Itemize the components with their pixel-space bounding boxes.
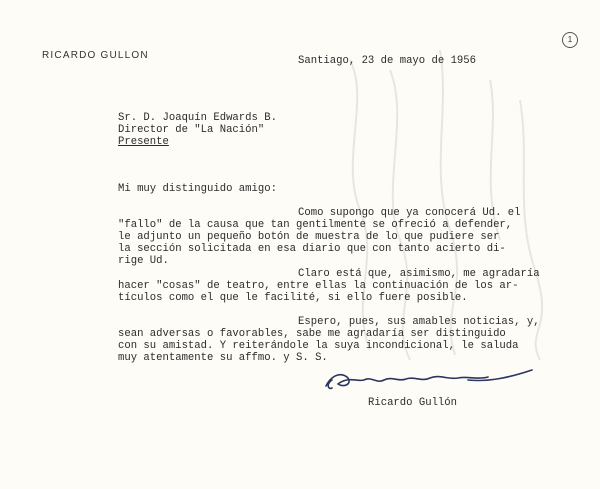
salutation: Mi muy distinguido amigo: [118,183,277,195]
recipient-line-2: Director de "La Nación" [118,124,265,136]
paragraph-3-line-4: muy atentamente su affmo. y S. S. [118,352,328,364]
paragraph-2-line-3: tículos como el que le facilité, si ello fuere posible. [118,292,468,304]
paragraph-3-line-2: sean adversas o favorables, sabe me agradaría ser distinguido [118,328,506,340]
recipient-line-3: Presente [118,136,169,148]
paragraph-1-line-3: le adjunto un pequeño botón de muestra de lo que pudiere ser [118,231,500,243]
paragraph-3-line-3: con su amistad. Y reiterándole la suya incondicional, le saluda [118,340,519,352]
paragraph-1-line-5: rige Ud. [118,255,169,267]
handwritten-signature [318,364,536,394]
date-line: Santiago, 23 de mayo de 1956 [298,55,477,67]
paragraph-2-line-2: hacer "cosas" de teatro, entre ellas la continuación de los ar- [118,280,519,292]
paragraph-1-line-1: Como supongo que ya conocerá Ud. el [298,207,521,219]
page-number-badge: 1 [562,32,578,48]
recipient-line-1: Sr. D. Joaquín Edwards B. [118,112,277,124]
signer-name: Ricardo Gullón [368,397,458,409]
letterhead: RICARDO GULLON [42,50,149,61]
paragraph-2-line-1: Claro está que, asimismo, me agradaría [298,268,540,280]
paragraph-3-line-1: Espero, pues, sus amables noticias, y, [298,316,540,328]
paragraph-1-line-4: la sección solicitada en esa diario que con tanto acierto di- [118,243,506,255]
paragraph-1-line-2: "fallo" de la causa que tan gentilmente se ofreció a defender, [118,219,513,231]
